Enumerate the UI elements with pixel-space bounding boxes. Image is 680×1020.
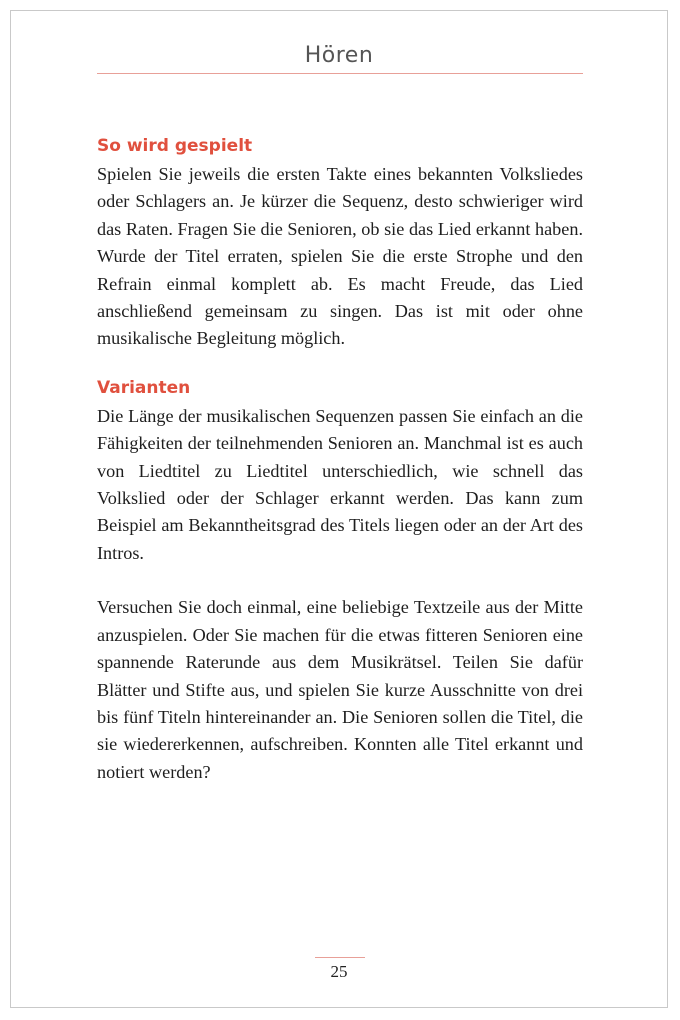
paragraph-spacer <box>97 567 583 594</box>
header-divider <box>97 73 583 74</box>
section-heading-so-wird-gespielt: So wird gespielt <box>97 136 253 156</box>
section-spacer <box>97 353 583 373</box>
footer-divider <box>315 957 365 958</box>
page-number: 25 <box>330 962 348 981</box>
paragraph-variant-quiz: Versuchen Sie doch einmal, eine beliebige Textzeile aus der Mitte anzuspielen. Oder Sie machen für die etwas fitteren Senioren eine spannende Raterunde aus dem Musikrätsel. Teilen Sie dafür Blätter und Stifte aus, und spielen Sie kurze Ausschnitte von drei bis fünf Titeln hintereinander an. Die Senioren sollen die Titel, die sie wiedererkennen, aufschreiben. Konnten alle Titel erkannt und notiert werden? <box>97 597 583 782</box>
running-header-title: Hören <box>304 43 374 68</box>
page-content <box>97 131 583 786</box>
section-heading-varianten: Varianten <box>97 377 191 398</box>
paragraph-instructions: Spielen Sie jeweils die ersten Takte eines bekannten Volksliedes oder Schlagers an. Je kürzer die Sequenz, desto schwieriger wird das Raten. Fragen Sie die Senioren, ob sie das Lied erkannt haben. Wurde der Titel erraten, spielen Sie die erste Strophe und den Refrain einmal komplett ab. Es macht Freude, das Lied anschließend gemeinsam zu singen. Das ist mit oder ohne musikalische Begleitung möglich. <box>97 164 583 349</box>
book-page <box>10 10 668 1008</box>
paragraph-variant-length: Die Länge der musikalischen Sequenzen passen Sie einfach an die Fähigkeiten der teilnehmenden Senioren an. Manchmal ist es auch von Liedtitel zu Liedtitel unterschiedlich, wie schnell das Volkslied oder der Schlager erkannt werden. Das kann zum Beispiel am Bekanntheitsgrad des Titels liegen oder an der Art des Intros. <box>97 405 583 563</box>
